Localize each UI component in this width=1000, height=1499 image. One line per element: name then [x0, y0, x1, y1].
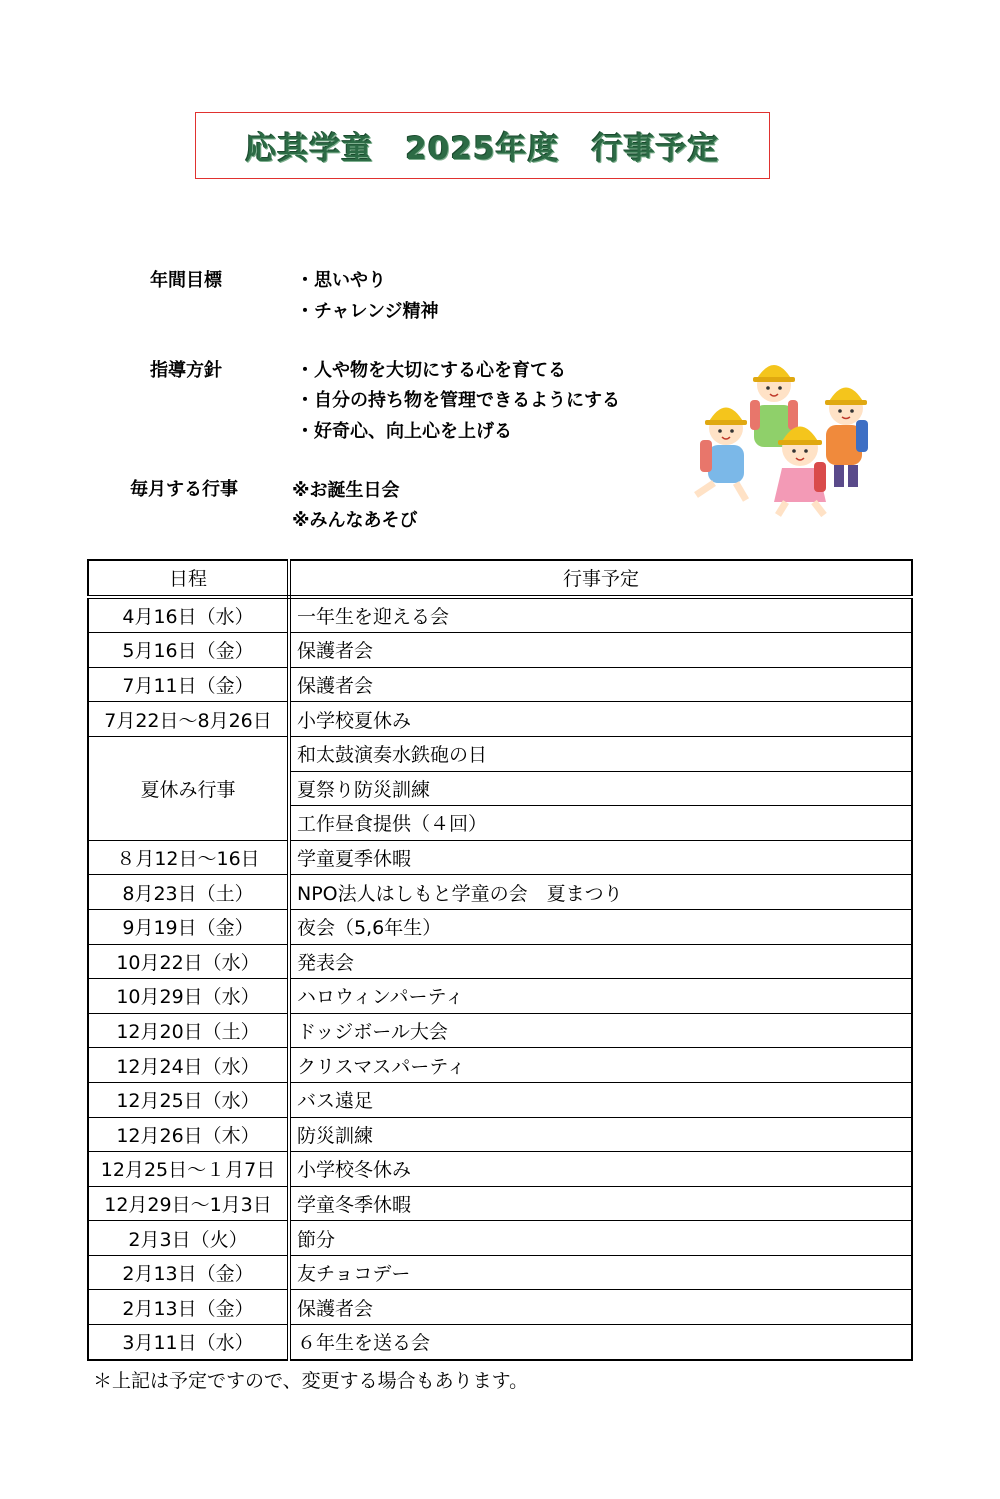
- row-event: 保護者会: [289, 633, 912, 668]
- row-date: 12月26日（木）: [88, 1117, 289, 1152]
- row-event: 一年生を迎える会: [289, 597, 912, 633]
- row-date: 2月3日（火）: [88, 1221, 289, 1256]
- table-row: [88, 909, 912, 944]
- row-event: ６年生を送る会: [289, 1325, 912, 1360]
- table-row: [88, 1325, 912, 1360]
- row-event: ドッジボール大会: [289, 1013, 912, 1048]
- annual-goal-item: ・思いやり: [296, 270, 386, 291]
- row-date: ８月12日～16日: [88, 840, 289, 875]
- row-event: 小学校夏休み: [289, 702, 912, 737]
- row-event: 節分: [289, 1221, 912, 1256]
- annual-goal-item: ・チャレンジ精神: [296, 301, 439, 322]
- summer-event-line: [289, 736, 912, 771]
- table-row: [88, 944, 912, 979]
- header-event: 行事予定: [289, 560, 912, 597]
- row-date: 10月29日（水）: [88, 979, 289, 1014]
- children-illustration: [686, 350, 886, 520]
- table-row: [88, 875, 912, 910]
- monthly-events-item: ※みんなあそび: [292, 510, 418, 531]
- row-date: 7月22日～8月26日: [88, 702, 289, 737]
- table-row: [88, 597, 912, 633]
- schedule-table: [87, 559, 913, 1361]
- summer-event-line: [289, 771, 912, 806]
- table-row: [88, 1117, 912, 1152]
- guidance-policy-label: 指導方針: [150, 360, 222, 381]
- table-row: [88, 1013, 912, 1048]
- row-event: NPO法人はしもと学童の会 夏まつり: [289, 875, 912, 910]
- table-row: [88, 633, 912, 668]
- table-row: [88, 702, 912, 737]
- row-event: 保護者会: [289, 667, 912, 702]
- row-event: 防災訓練: [289, 1117, 912, 1152]
- table-header-row: [88, 560, 912, 597]
- table-row: [88, 1221, 912, 1256]
- table-row: [88, 1290, 912, 1325]
- summer-event-left: 和太鼓演奏: [297, 744, 393, 767]
- row-event: 小学校冬休み: [289, 1152, 912, 1187]
- page-title: 応其学童 2025年度 行事予定: [245, 131, 720, 167]
- guidance-policy-item: ・自分の持ち物を管理できるようにする: [296, 390, 620, 411]
- annual-goal-label: 年間目標: [150, 270, 222, 291]
- guidance-policy-item: ・好奇心、向上心を上げる: [296, 421, 512, 442]
- table-row: [88, 1152, 912, 1187]
- table-row: [88, 1082, 912, 1117]
- row-event: 夜会（5,6年生）: [289, 909, 912, 944]
- row-date: 2月13日（金）: [88, 1255, 289, 1290]
- row-date: 3月11日（水）: [88, 1325, 289, 1360]
- table-row: [88, 1048, 912, 1083]
- row-date: 5月16日（金）: [88, 633, 289, 668]
- row-date: 12月24日（水）: [88, 1048, 289, 1083]
- row-event: 学童冬季休暇: [289, 1186, 912, 1221]
- table-row-summer: [88, 736, 912, 771]
- table-row: [88, 840, 912, 875]
- row-date: 9月19日（金）: [88, 909, 289, 944]
- child-figure: [825, 388, 868, 488]
- row-date: 12月25日～１月7日: [88, 1152, 289, 1187]
- row-date: 2月13日（金）: [88, 1290, 289, 1325]
- table-row: [88, 979, 912, 1014]
- row-date: 12月25日（水）: [88, 1082, 289, 1117]
- row-event: 友チョコデー: [289, 1255, 912, 1290]
- row-date: 7月11日（金）: [88, 667, 289, 702]
- row-date: 12月29日～1月3日: [88, 1186, 289, 1221]
- row-date: 4月16日（水）: [88, 597, 289, 633]
- monthly-events-label: 毎月する行事: [130, 479, 238, 500]
- summer-event-right: 防災訓練: [354, 778, 431, 801]
- title-box: [195, 112, 770, 179]
- summer-event-right: 水鉄砲の日: [392, 744, 488, 767]
- child-figure: [696, 408, 747, 501]
- row-date: 12月20日（土）: [88, 1013, 289, 1048]
- monthly-events-item: ※お誕生日会: [292, 480, 400, 501]
- row-event: 学童夏季休暇: [289, 840, 912, 875]
- summer-event-right: 昼食提供（４回）: [335, 813, 488, 836]
- footer-note: ＊上記は予定ですので、変更する場合もあります。: [93, 1370, 529, 1392]
- guidance-policy-item: ・人や物を大切にする心を育てる: [296, 360, 566, 381]
- row-date: 10月22日（水）: [88, 944, 289, 979]
- row-event: クリスマスパーティ: [289, 1048, 912, 1083]
- summer-event-left: 工作: [297, 813, 336, 836]
- table-row: [88, 1186, 912, 1221]
- table-row: [88, 1255, 912, 1290]
- row-event: ハロウィンパーティ: [289, 979, 912, 1014]
- summer-event-left: 夏祭り: [297, 778, 355, 801]
- summer-events-label: 夏休み行事: [88, 736, 289, 840]
- summer-event-line: [289, 806, 912, 841]
- table-row: [88, 667, 912, 702]
- row-event: バス遠足: [289, 1082, 912, 1117]
- row-date: 8月23日（土）: [88, 875, 289, 910]
- row-event: 保護者会: [289, 1290, 912, 1325]
- row-event: 発表会: [289, 944, 912, 979]
- header-date: 日程: [88, 560, 289, 597]
